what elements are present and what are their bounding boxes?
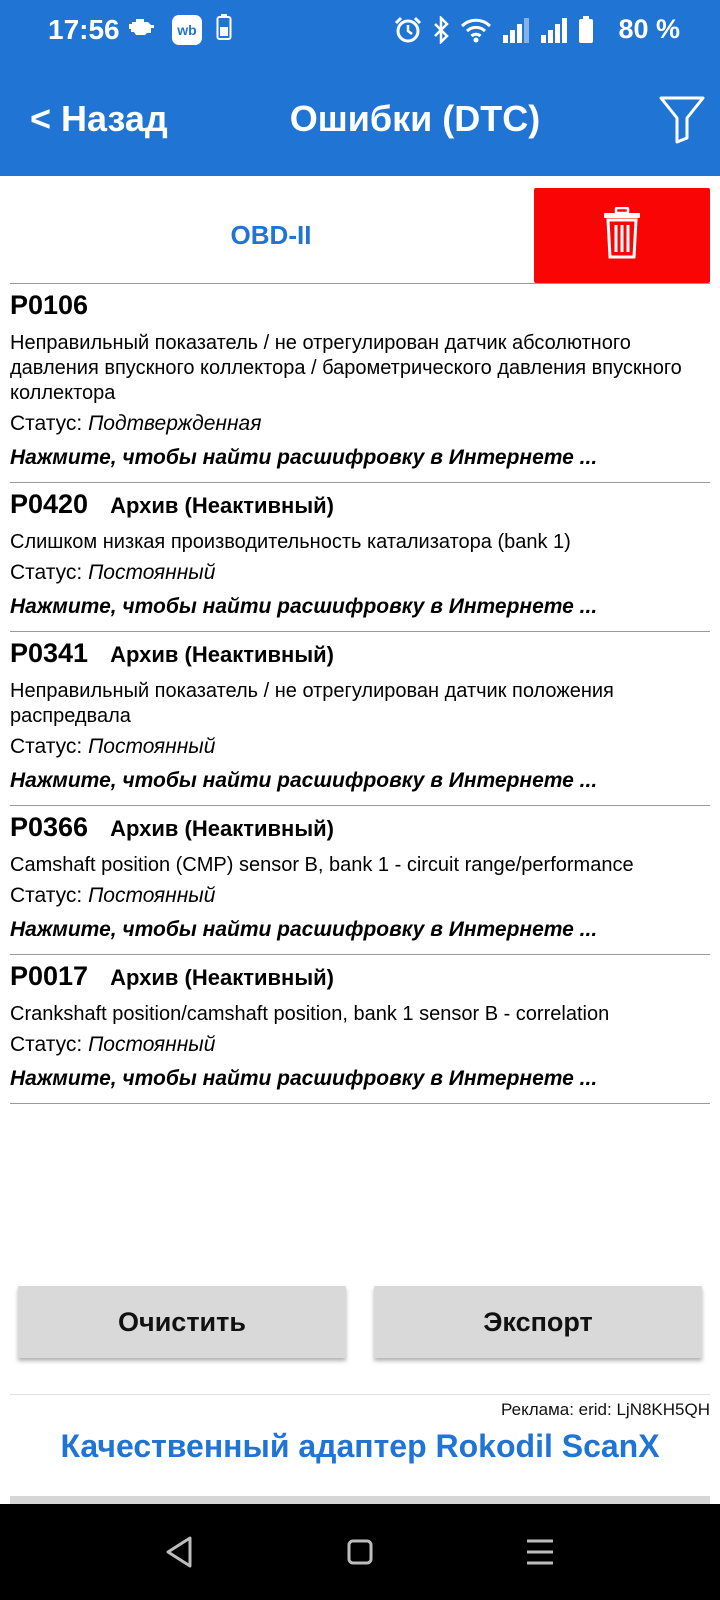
dtc-description: Crankshaft position/camshaft position, bank 1 sensor B - correlation <box>10 1003 610 1025</box>
dtc-status <box>10 882 710 910</box>
dtc-status-value: Подтвержденная <box>88 412 262 435</box>
dtc-search-link[interactable]: Нажмите, чтобы найти расшифровку в Интернете ... <box>10 769 598 792</box>
dtc-tag: Архив (Неактивный) <box>110 965 334 990</box>
dtc-code: P0366 <box>10 812 89 842</box>
ad-divider <box>10 1394 710 1395</box>
alarm-icon <box>394 16 422 49</box>
ad-bottom-bar <box>10 1496 710 1504</box>
tab-row <box>10 188 710 284</box>
dtc-code: P0341 <box>10 638 89 668</box>
dtc-code: P0420 <box>10 489 89 519</box>
status-left-icons <box>128 14 232 45</box>
dtc-item[interactable] <box>10 632 710 806</box>
dtc-tag: Архив (Неактивный) <box>110 493 334 518</box>
export-button[interactable]: Экспорт <box>374 1286 702 1358</box>
clear-button[interactable]: Очистить <box>18 1286 346 1358</box>
dtc-description: Неправильный показатель / не отрегулирован датчик положения распредвала <box>10 680 614 727</box>
dtc-list <box>10 284 710 1104</box>
menu-lines-icon[interactable] <box>520 1532 560 1572</box>
dtc-search-link[interactable]: Нажмите, чтобы найти расшифровку в Интернете ... <box>10 918 598 941</box>
dtc-status-value: Постоянный <box>88 884 216 907</box>
dtc-code: P0017 <box>10 961 89 991</box>
dtc-status <box>10 410 710 438</box>
dtc-status-label: Статус: <box>10 412 89 435</box>
wifi-icon <box>460 17 492 48</box>
dtc-status-value: Постоянный <box>88 735 216 758</box>
dtc-description: Слишком низкая производительность катализатора (bank 1) <box>10 531 571 553</box>
trash-icon <box>602 207 642 264</box>
dtc-status-value: Постоянный <box>88 561 216 584</box>
dtc-status <box>10 733 710 761</box>
dtc-status-label: Статус: <box>10 884 89 907</box>
signal-icon <box>502 17 530 48</box>
dtc-search-link[interactable]: Нажмите, чтобы найти расшифровку в Интернете ... <box>10 446 598 469</box>
dtc-code: P0106 <box>10 290 89 320</box>
dtc-item[interactable] <box>10 483 710 632</box>
dtc-search-link[interactable]: Нажмите, чтобы найти расшифровку в Интернете ... <box>10 1067 598 1090</box>
dtc-status <box>10 1031 710 1059</box>
navigation-bar <box>0 1504 720 1600</box>
status-time: 17:56 <box>48 14 120 45</box>
dtc-item[interactable] <box>10 806 710 955</box>
battery-icon <box>578 16 594 49</box>
delete-button[interactable] <box>534 188 710 283</box>
filter-icon[interactable] <box>658 94 706 144</box>
home-square-icon[interactable] <box>340 1532 380 1572</box>
wb-app-icon: wb <box>172 15 202 45</box>
dtc-status-label: Статус: <box>10 735 89 758</box>
dtc-search-link[interactable]: Нажмите, чтобы найти расшифровку в Интернете ... <box>10 595 598 618</box>
bluetooth-icon <box>432 16 450 49</box>
dtc-status <box>10 559 710 587</box>
status-bar <box>0 0 720 64</box>
dtc-description: Неправильный показатель / не отрегулирован датчик абсолютного давления впускного коллектора / барометрического давления впускного коллектора <box>10 332 682 404</box>
dtc-status-label: Статус: <box>10 1033 89 1056</box>
back-triangle-icon[interactable] <box>160 1532 200 1572</box>
app-top-bar <box>0 0 720 176</box>
battery-small-icon <box>216 14 232 45</box>
signal-icon <box>540 17 568 48</box>
ad-label: Реклама: erid: LjN8KH5QH <box>501 1400 710 1419</box>
page-title: Ошибки (DTC) <box>289 98 541 139</box>
dtc-item[interactable] <box>10 955 710 1104</box>
back-button[interactable]: < Назад <box>30 98 168 139</box>
dtc-status-label: Статус: <box>10 561 89 584</box>
ad-link[interactable]: Качественный адаптер Rokodil ScanX <box>60 1428 660 1464</box>
battery-percent: 80 % <box>618 14 680 44</box>
car-engine-icon <box>128 16 158 43</box>
dtc-status-value: Постоянный <box>88 1033 216 1056</box>
dtc-tag: Архив (Неактивный) <box>110 816 334 841</box>
dtc-tag: Архив (Неактивный) <box>110 642 334 667</box>
app-header <box>0 64 720 176</box>
dtc-description: Camshaft position (CMP) sensor B, bank 1 - circuit range/performance <box>10 854 634 876</box>
status-right-icons <box>394 16 594 49</box>
tab-obd-ii[interactable]: OBD-II <box>230 220 312 250</box>
dtc-item[interactable] <box>10 284 710 483</box>
